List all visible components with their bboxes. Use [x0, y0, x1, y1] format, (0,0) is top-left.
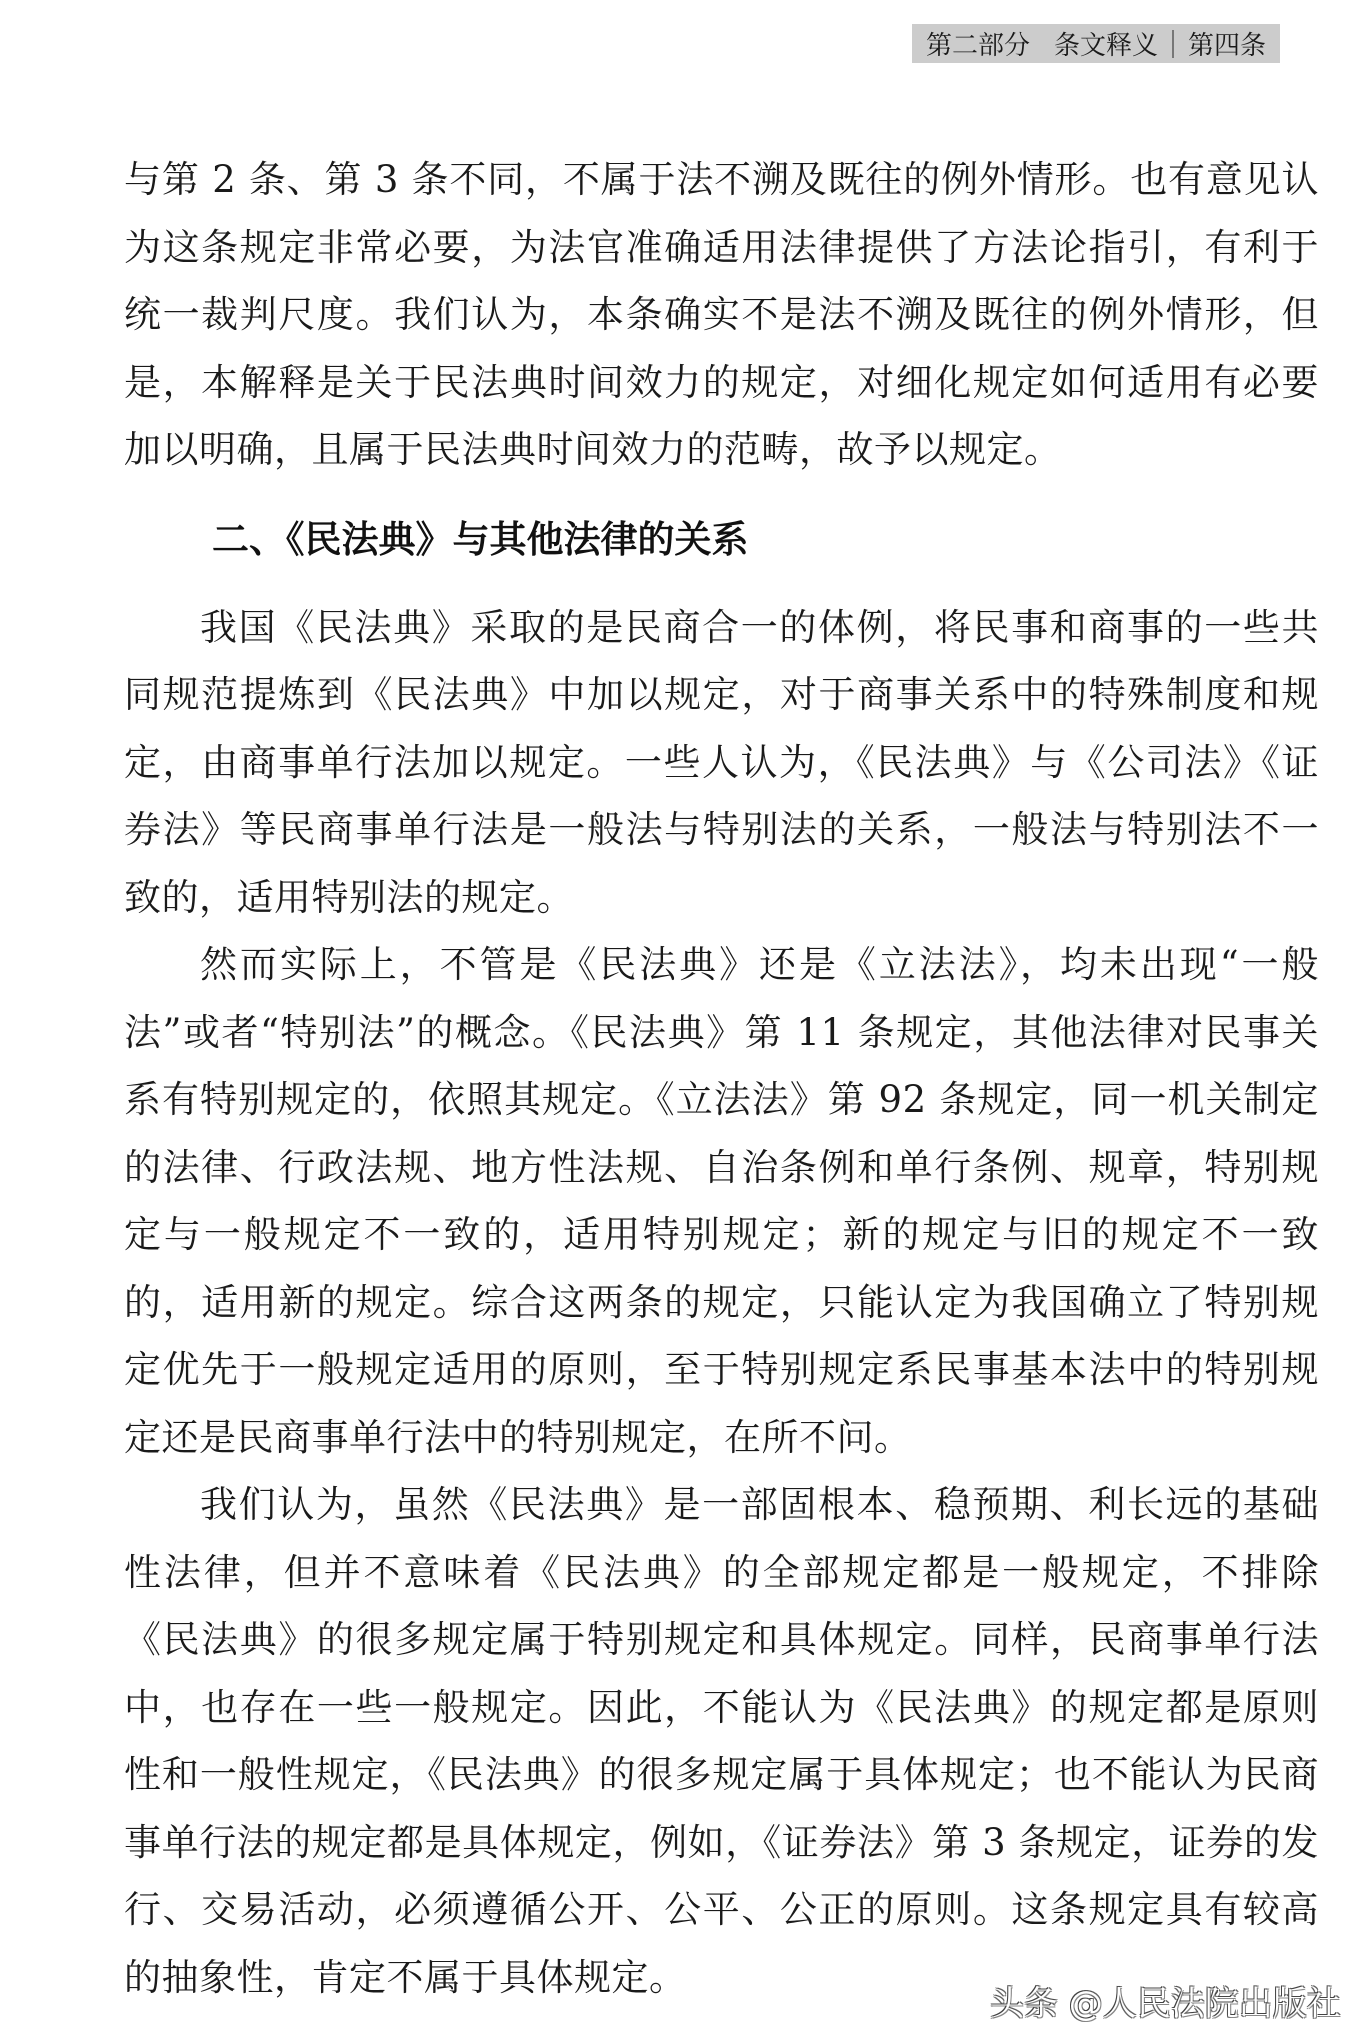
header-article: 第四条 — [1188, 31, 1267, 61]
page-body — [124, 146, 1319, 2011]
section-heading: 二、《民法典》与其他法律的关系 — [212, 517, 749, 561]
header-part: 第二部分 — [926, 31, 1031, 61]
paragraph: 我国《民法典》采取的是民商合一的体例，将民事和商事的一些共同规范提炼到《民法典》中加以规定，对于商事关系中的特殊制度和规定，由商事单行法加以规定。一些人认为，《民法典》与《公司法》《证券法》等民商事单行法是一般法与特别法的关系，一般法与特别法不一致的，适用特别法的规定。 — [124, 605, 1319, 919]
paragraph-continued: 与第 2 条、第 3 条不同，不属于法不溯及既往的例外情形。也有意见认为这条规定非常必要，为法官准确适用法律提供了方法论指引，有利于统一裁判尺度。我们认为，本条确实不是法不溯及既往的例外情形，但是，本解释是关于民法典时间效力的规定，对细化规定如何适用有必要加以明确，且属于民法典时间效力的范畴，故予以规定。 — [124, 158, 1319, 471]
header-section: 条文释义 — [1054, 31, 1159, 61]
paragraph: 我们认为，虽然《民法典》是一部固根本、稳预期、利长远的基础性法律，但并不意味着《民法典》的全部规定都是一般规定，不排除《民法典》的很多规定属于特别规定和具体规定。同样，民商事单行法中，也存在一些一般规定。因此，不能认为《民法典》的规定都是原则性和一般性规定，《民法典》的很多规定属于具体规定；也不能认为民商事单行法的规定都是具体规定，例如，《证券法》第 3 条规定，证券的发行、交易活动，必须遵循公开、公平、公正的原则。这条规定具有较高的抽象性，肯定不属于具体规定。 — [124, 1483, 1319, 1999]
watermark: 头条 @人民法院出版社 — [990, 1984, 1341, 2024]
running-header — [912, 24, 1280, 63]
header-separator — [1172, 30, 1174, 58]
paragraph: 然而实际上，不管是《民法典》还是《立法法》，均未出现“一般法”或者“特别法”的概念。《民法典》第 11 条规定，其他法律对民事关系有特别规定的，依照其规定。《立法法》第 92 条规定，同一机关制定的法律、行政法规、地方性法规、自治条例和单行条例、规章，特别规定与一般规定不一致的，适用特别规定；新的规定与旧的规定不一致的，适用新的规定。综合这两条的规定，只能认定为我国确立了特别规定优先于一般规定适用的原则，至于特别规定系民事基本法中的特别规定还是民商事单行法中的特别规定，在所不问。 — [124, 943, 1319, 1459]
